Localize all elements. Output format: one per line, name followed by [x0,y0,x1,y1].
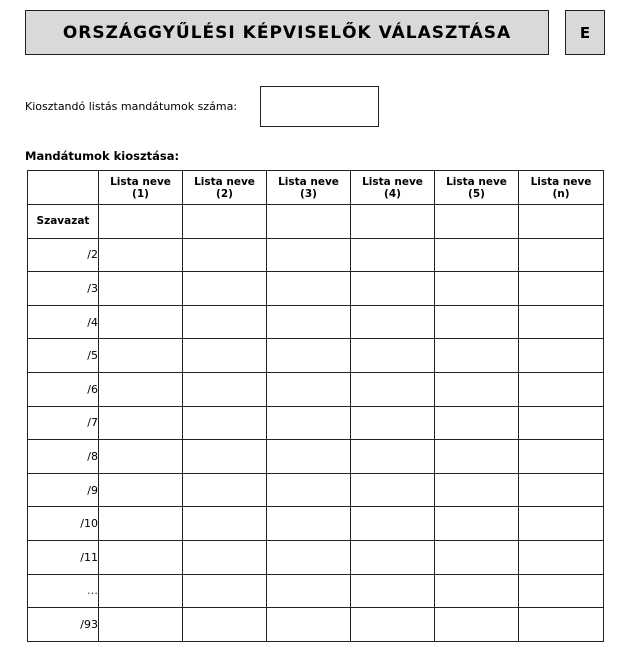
table-row [28,507,604,541]
input-cell[interactable] [99,574,183,608]
table-row [28,339,604,373]
seat-count-field[interactable] [260,86,379,127]
input-cell[interactable] [183,608,267,642]
row-label: /93 [28,608,99,642]
seat-count-label: Kiosztandó listás mandátumok száma: [25,100,238,113]
input-cell[interactable] [519,574,604,608]
input-cell[interactable] [435,406,519,440]
input-cell[interactable] [519,272,604,306]
input-cell[interactable] [435,507,519,541]
input-cell[interactable] [267,238,351,272]
input-cell[interactable] [267,507,351,541]
form-letter-badge: E [565,10,605,55]
input-cell[interactable] [351,406,435,440]
input-cell[interactable] [351,272,435,306]
input-cell[interactable] [351,205,435,239]
input-cell[interactable] [351,473,435,507]
table-row [28,406,604,440]
input-cell[interactable] [183,507,267,541]
input-cell[interactable] [351,540,435,574]
table-row [28,372,604,406]
input-cell[interactable] [99,205,183,239]
row-label: /4 [28,305,99,339]
input-cell[interactable] [267,305,351,339]
form-title: ORSZÁGGYŰLÉSI KÉPVISELŐK VÁLASZTÁSA [25,10,549,55]
column-header-1: Lista neve (1) [99,171,183,205]
input-cell[interactable] [183,473,267,507]
input-cell[interactable] [435,473,519,507]
input-cell[interactable] [183,440,267,474]
table-header-row [28,171,604,205]
table-row [28,440,604,474]
input-cell[interactable] [519,473,604,507]
input-cell[interactable] [183,238,267,272]
column-header-2: Lista neve (2) [183,171,267,205]
input-cell[interactable] [183,372,267,406]
input-cell[interactable] [519,305,604,339]
column-header-n: Lista neve (n) [519,171,604,205]
input-cell[interactable] [351,507,435,541]
input-cell[interactable] [267,608,351,642]
table-row [28,205,604,239]
table-row [28,540,604,574]
input-cell[interactable] [267,372,351,406]
input-cell[interactable] [519,372,604,406]
row-label: /5 [28,339,99,373]
row-label: /11 [28,540,99,574]
input-cell[interactable] [99,305,183,339]
input-cell[interactable] [183,540,267,574]
input-cell[interactable] [99,608,183,642]
input-cell[interactable] [267,440,351,474]
table-row [28,305,604,339]
table-row [28,238,604,272]
table-row [28,473,604,507]
input-cell[interactable] [435,205,519,239]
input-cell[interactable] [99,238,183,272]
table-row [28,272,604,306]
row-label: /6 [28,372,99,406]
input-cell[interactable] [99,339,183,373]
row-label: /7 [28,406,99,440]
input-cell[interactable] [435,574,519,608]
input-cell[interactable] [519,507,604,541]
column-header-3: Lista neve (3) [267,171,351,205]
row-label: /10 [28,507,99,541]
input-cell[interactable] [99,473,183,507]
input-cell[interactable] [99,372,183,406]
input-cell[interactable] [351,440,435,474]
column-header-4: Lista neve (4) [351,171,435,205]
input-cell[interactable] [351,574,435,608]
input-cell[interactable] [435,272,519,306]
input-cell[interactable] [267,574,351,608]
input-cell[interactable] [351,238,435,272]
input-cell[interactable] [183,205,267,239]
input-cell[interactable] [435,440,519,474]
input-cell[interactable] [519,608,604,642]
seat-allocation-table [27,170,604,642]
input-cell[interactable] [267,205,351,239]
input-cell[interactable] [99,406,183,440]
input-cell[interactable] [519,540,604,574]
input-cell[interactable] [351,305,435,339]
row-label: Szavazat [28,205,99,239]
input-cell[interactable] [183,272,267,306]
table-row [28,608,604,642]
input-cell[interactable] [519,238,604,272]
column-header-5: Lista neve (5) [435,171,519,205]
input-cell[interactable] [267,272,351,306]
input-cell[interactable] [435,238,519,272]
input-cell[interactable] [351,372,435,406]
row-label: /9 [28,473,99,507]
input-cell[interactable] [435,540,519,574]
input-cell[interactable] [99,272,183,306]
input-cell[interactable] [183,574,267,608]
input-cell[interactable] [99,507,183,541]
table-row [28,574,604,608]
input-cell[interactable] [267,540,351,574]
input-cell[interactable] [99,540,183,574]
row-label: /2 [28,238,99,272]
row-label: … [28,574,99,608]
input-cell[interactable] [183,339,267,373]
input-cell[interactable] [99,440,183,474]
input-cell[interactable] [435,339,519,373]
input-cell[interactable] [519,406,604,440]
input-cell[interactable] [519,339,604,373]
input-cell[interactable] [435,372,519,406]
input-cell[interactable] [183,406,267,440]
input-cell[interactable] [351,339,435,373]
corner-cell [28,171,99,205]
input-cell[interactable] [267,406,351,440]
row-label: /3 [28,272,99,306]
input-cell[interactable] [519,440,604,474]
input-cell[interactable] [183,305,267,339]
row-label: /8 [28,440,99,474]
input-cell[interactable] [267,473,351,507]
input-cell[interactable] [435,608,519,642]
input-cell[interactable] [351,608,435,642]
allocation-heading: Mandátumok kiosztása: [25,149,180,163]
input-cell[interactable] [519,205,604,239]
input-cell[interactable] [435,305,519,339]
input-cell[interactable] [267,339,351,373]
